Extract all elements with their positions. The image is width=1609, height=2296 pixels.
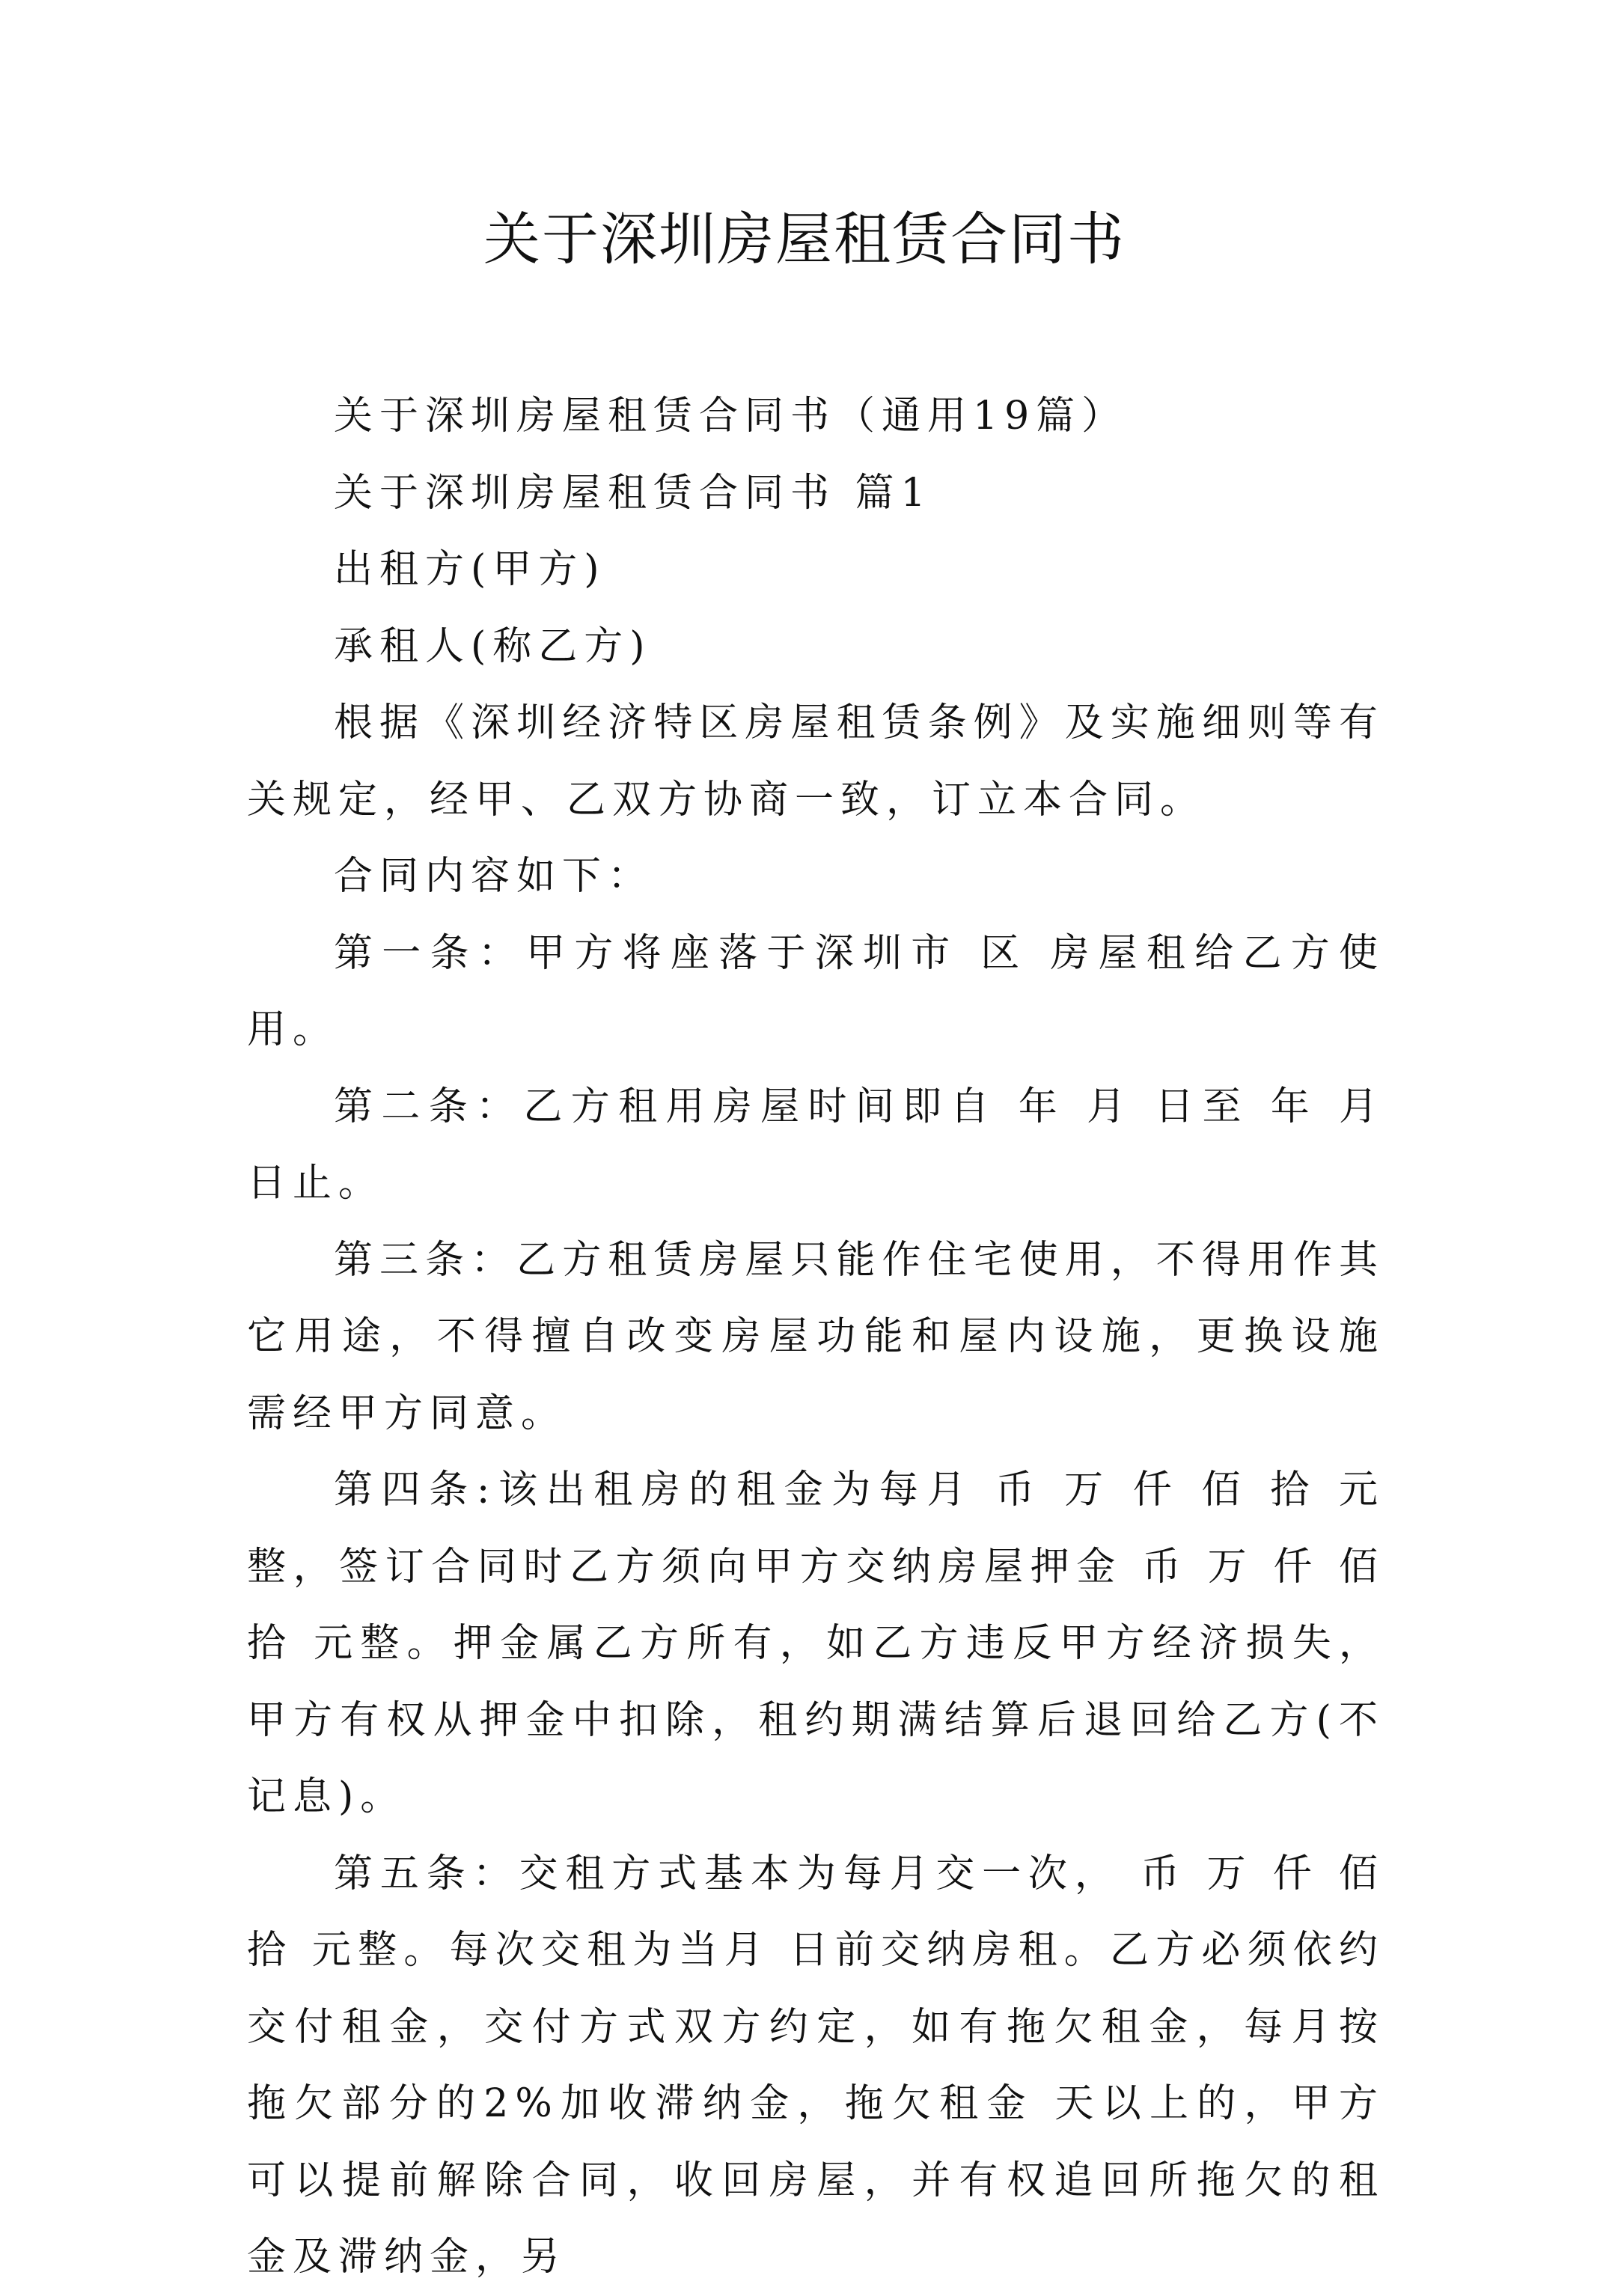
paragraph-clause-1: 第一条：甲方将座落于深圳市 区 房屋租给乙方使用。 — [247, 930, 1384, 1052]
paragraph-clause-5: 第五条：交租方式基本为每月交一次， 币 万 仟 佰 拾 元整。每次交租为当月 日前交纳房租。乙方必须依约交付租金，交付方式双方约定，如有拖欠租金，每月按拖欠部分的2%加收滞纳金，拖欠租金 天以上的，甲方可以提前解除合同，收回房屋，并有权追回所拖欠的租金及滞纳金，另 — [247, 1851, 1384, 2280]
paragraph-article-heading: 关于深圳房屋租赁合同书 篇1 — [334, 470, 932, 516]
paragraph-clause-3: 第三条：乙方租赁房屋只能作住宅使用，不得用作其它用途，不得擅自改变房屋功能和屋内设施，更换设施需经甲方同意。 — [247, 1237, 1384, 1436]
paragraph-clause-4: 第四条:该出租房的租金为每月 币 万 仟 佰 拾 元整，签订合同时乙方须向甲方交纳房屋押金 币 万 仟 佰 拾 元整。押金属乙方所有，如乙方违反甲方经济损失，甲方有权从押金中扣除，租约期满结算后退回给乙方(不记息)。 — [247, 1468, 1384, 1819]
paragraph-contents-intro: 合同内容如下： — [334, 854, 654, 899]
document-body — [247, 378, 1384, 2296]
document-title: 关于深圳房屋租赁合同书 — [483, 206, 1126, 272]
paragraph-clause-2: 第二条：乙方租用房屋时间即自 年 月 日至 年 月 日止。 — [247, 1084, 1384, 1206]
paragraph-lessor: 出租方(甲方) — [334, 547, 606, 592]
paragraph-collection-title: 关于深圳房屋租赁合同书（通用19篇） — [334, 394, 1128, 439]
paragraph-basis: 根据《深圳经济特区房屋租赁条例》及实施细则等有关规定，经甲、乙双方协商一致，订立本合同。 — [247, 700, 1384, 822]
paragraph-lessee: 承租人(称乙方) — [334, 623, 652, 669]
